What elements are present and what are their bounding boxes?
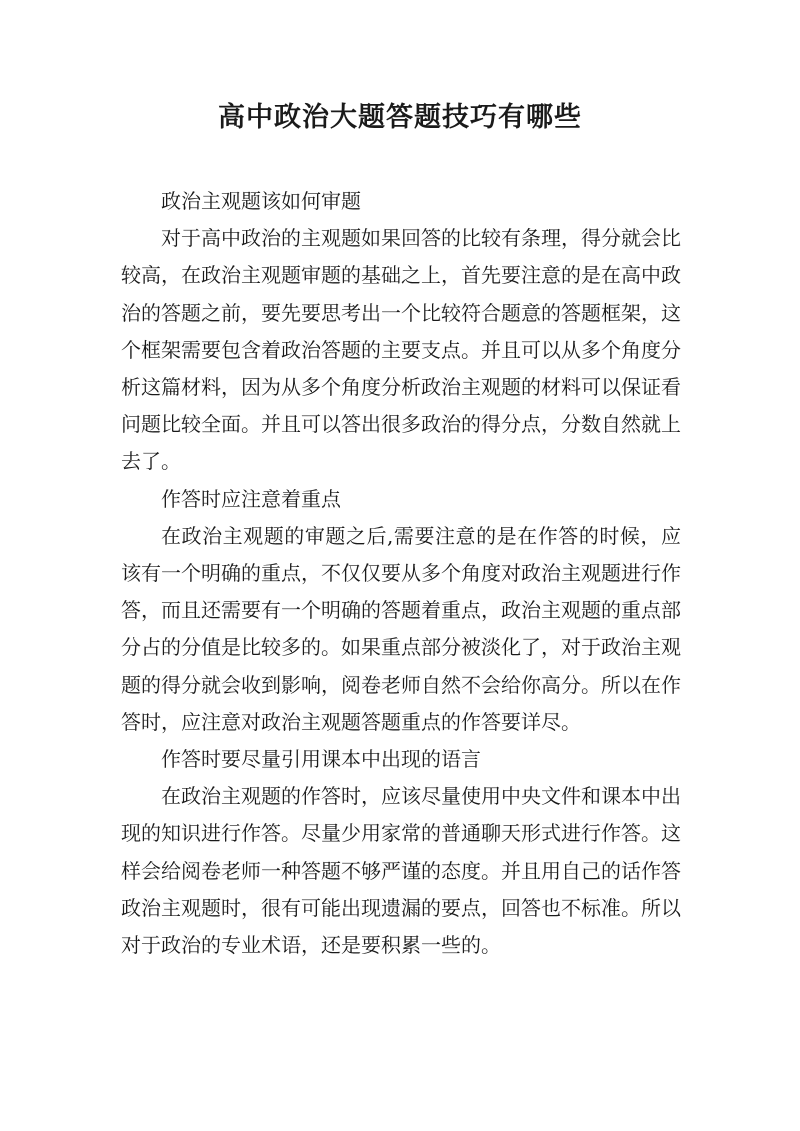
section-paragraph: 在政治主观题的审题之后,需要注意的是在作答的时候，应该有一个明确的重点，不仅仅要从多个角度对政治主观题进行作答，而且还需要有一个明确的答题着重点，政治主观题的重点部分占的分值是比较多的。如果重点部分被淡化了，对于政治主观题的得分就会收到影响，阅卷老师自然不会给你高分。所以在作答时，应注意对政治主观题答题重点的作答要详尽。 [121, 523, 681, 734]
document-title: 高中政治大题答题技巧有哪些 [218, 102, 582, 133]
document-body [121, 183, 681, 964]
section-paragraph: 在政治主观题的作答时，应该尽量使用中央文件和课本中出现的知识进行作答。尽量少用家常的普通聊天形式进行作答。这样会给阅卷老师一种答题不够严谨的态度。并且用自己的话作答政治主观题时，很有可能出现遗漏的要点，回答也不标准。所以对于政治的专业术语，还是要积累一些的。 [121, 784, 681, 958]
section-heading: 作答时应注意着重点 [161, 486, 341, 511]
section-heading: 作答时要尽量引用课本中出现的语言 [161, 747, 481, 772]
section-heading: 政治主观题该如何审题 [161, 189, 361, 213]
section-paragraph: 对于高中政治的主观题如果回答的比较有条理，得分就会比较高，在政治主观题审题的基础之上，首先要注意的是在高中政治的答题之前，要先要思考出一个比较符合题意的答题框架，这个框架需要包含着政治答题的主要支点。并且可以从多个角度分析这篇材料，因为从多个角度分析政治主观题的材料可以保证看问题比较全面。并且可以答出很多政治的得分点，分数自然就上去了。 [121, 226, 681, 474]
